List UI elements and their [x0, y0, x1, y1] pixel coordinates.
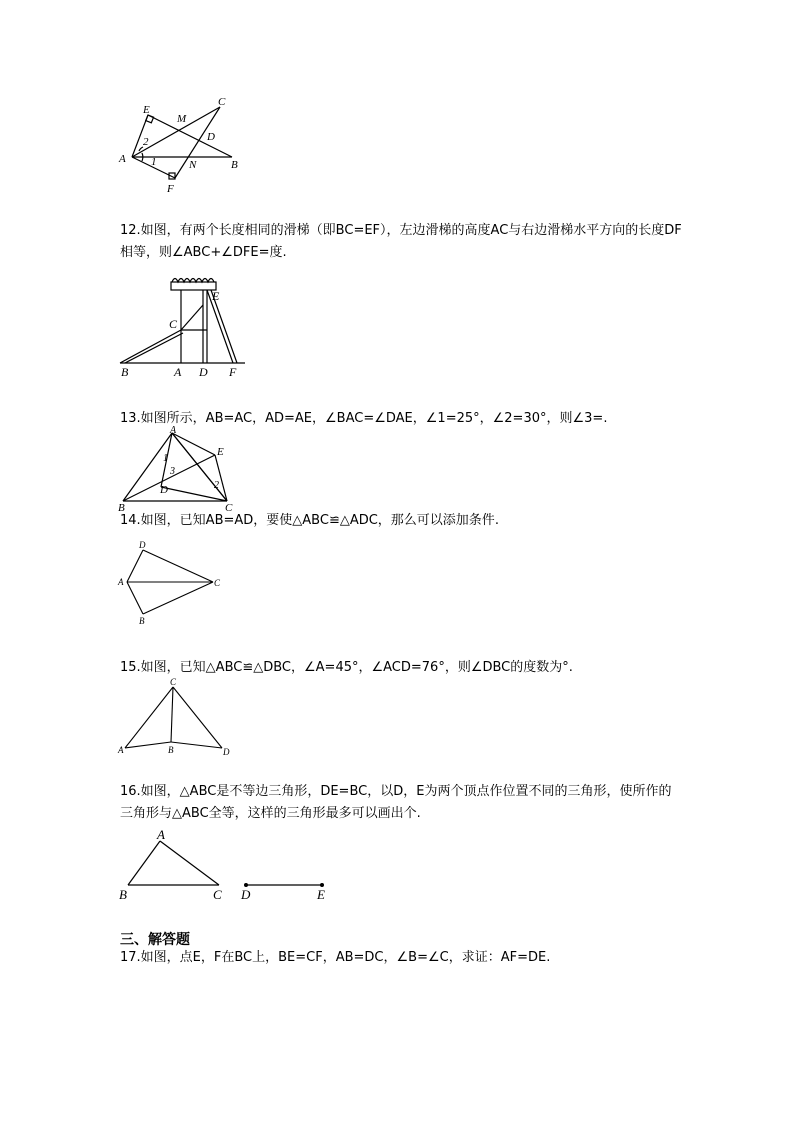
question-13-text-pre: 13.如图所示，AB=AC，AD=AE，∠BAC=∠DAE，∠1=25°，∠2=30°，则∠3=: [120, 411, 604, 426]
fig15-label-B: B: [168, 745, 174, 755]
fig11-label-2: 2: [143, 136, 149, 148]
fig13-label-2: 2: [214, 480, 219, 491]
fig13-label-A: A: [170, 425, 177, 436]
fig14-label-B: B: [139, 616, 145, 626]
fig11-label-C: C: [218, 96, 226, 108]
fig13-label-1: 1: [163, 453, 168, 464]
fig12-label-E: E: [212, 289, 220, 303]
question-12-line2: [120, 242, 287, 264]
question-17-text: 17.如图，点E，F在BC上，BE=CF，AB=DC，∠B=∠C，求证：AF=DE.: [120, 950, 551, 965]
question-13-text-post: .: [603, 411, 608, 426]
figure-11: [115, 95, 245, 195]
fig11-label-B: B: [231, 159, 238, 171]
fig15-label-C: C: [170, 677, 177, 687]
question-16-line1: [120, 781, 671, 803]
fig14-label-D: D: [139, 540, 146, 550]
fig16-label-C: C: [213, 887, 222, 902]
fig13-label-C: C: [225, 502, 233, 514]
figure-15: [115, 675, 240, 760]
fig16-label-A: A: [157, 827, 165, 842]
section-heading: 三、解答题: [120, 932, 190, 948]
fig12-label-F: F: [229, 365, 237, 379]
fig16-label-D: D: [241, 887, 251, 902]
fig12-label-B: B: [121, 365, 129, 379]
question-12-line1: [120, 220, 682, 242]
fig11-label-F: F: [167, 183, 174, 195]
fig14-label-A: A: [118, 577, 124, 587]
question-14: [120, 510, 499, 532]
question-16-text-pre: 三角形与△ABC全等，这样的三角形最多可以画出: [120, 806, 404, 821]
figure-15-diagram: [115, 675, 240, 760]
fig11-label-1: 1: [151, 156, 157, 168]
figure-16: [115, 825, 335, 905]
question-15-text-post: °.: [562, 660, 573, 675]
fig13-label-3: 3: [170, 466, 175, 477]
figure-14-diagram: [115, 538, 225, 630]
fig16-label-B: B: [119, 887, 127, 902]
question-14-text-pre: 14.如图，已知AB=AD，要使△ABC≌△ADC，那么可以添加条件: [120, 513, 495, 528]
figure-12: [115, 270, 250, 380]
question-12-text-post: 度.: [269, 245, 287, 260]
fig15-label-A: A: [118, 745, 124, 755]
figure-12-diagram: [115, 270, 250, 380]
question-16-line2: [120, 803, 421, 825]
question-16-text-post: 个.: [403, 806, 421, 821]
fig13-label-D: D: [160, 484, 168, 496]
fig11-label-D: D: [207, 131, 215, 143]
fig12-label-D: D: [199, 365, 208, 379]
fig11-label-N: N: [189, 159, 197, 171]
fig13-label-B: B: [118, 502, 125, 514]
fig16-label-E: E: [317, 887, 325, 902]
figure-13: [115, 425, 245, 515]
question-15-text-pre: 15.如图，已知△ABC≌△DBC，∠A=45°，∠ACD=76°，则∠DBC的度数为: [120, 660, 563, 675]
question-12-text: 12.如图，有两个长度相同的滑梯（即BC=EF），左边滑梯的高度AC与右边滑梯水平方向的长度DF: [120, 223, 682, 238]
fig14-label-C: C: [214, 578, 221, 588]
fig13-label-E: E: [217, 446, 224, 458]
question-16-text: 16.如图，△ABC是不等边三角形，DE=BC，以D，E为两个顶点作位置不同的三角形，使所作的: [120, 784, 672, 799]
fig12-label-A: A: [174, 365, 182, 379]
fig15-label-D: D: [223, 747, 230, 757]
question-12-text-pre: 相等，则∠ABC+∠DFE=: [120, 245, 270, 260]
fig11-label-A: A: [119, 153, 126, 165]
figure-16-diagram: [115, 825, 335, 905]
figure-14: [115, 538, 225, 630]
question-17: [120, 947, 550, 969]
fig12-label-C: C: [169, 317, 178, 331]
fig11-label-E: E: [143, 104, 150, 116]
figure-13-diagram: [115, 425, 245, 515]
fig11-label-M: M: [177, 113, 187, 125]
question-14-text-post: .: [494, 513, 499, 528]
figure-11-diagram: [115, 95, 245, 195]
